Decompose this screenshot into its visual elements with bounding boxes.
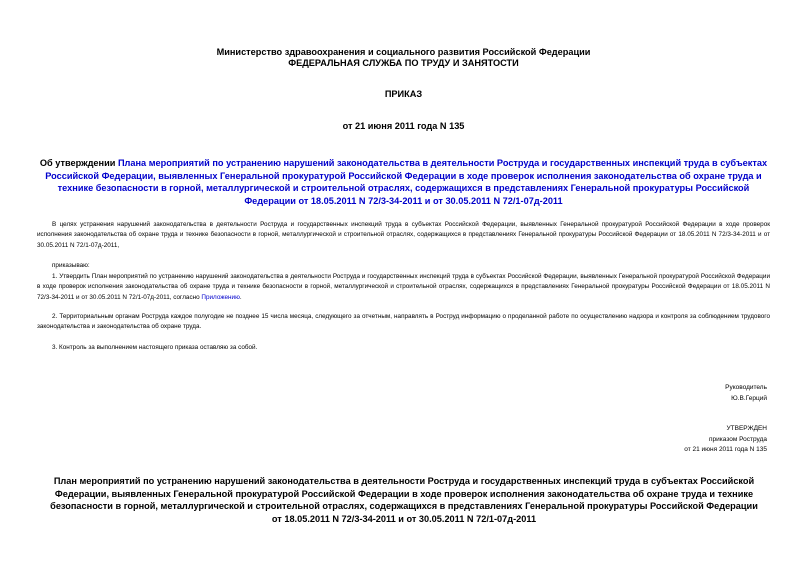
item-1-text: 1. Утвердить План мероприятий по устранению нарушений законодательства в деятельности Роструда и государственных инспекций труда в субъектах Российской Федерации, выявленных Генеральной прокуратурой Российской Федерации в ходе проверок исполнения законодательства об охране труда и технике безопасности в горной, металлургической и строительной отраслях, содержащихся в представлениях Генеральной прокуратуры Российской Федерации от 18.05.2011 N 72/3-34-2011 и от 30.05.2011 N 72/1-07д-2011, согласно <box>37 273 770 301</box>
signature-block <box>725 383 767 404</box>
order-subject <box>38 157 769 207</box>
approval-date: от 21 июня 2011 года N 135 <box>684 446 767 453</box>
subject-plan-link[interactable]: Плана мероприятий по устранению нарушений законодательства в деятельности Роструда и государственных инспекций труда в субъектах Российской Федерации, выявленных Генеральной прокуратурой Российской Федерации в ходе проверок исполнения законодательства об охране труда и технике безопасности в горной, металлургической и строительной отраслях, содержащихся в представлениях Генеральной прокуратуры Российской Федерации от 18.05.2011 N 72/3-34-2011 и от 30.05.2011 N 72/1-07д-2011 <box>45 158 768 206</box>
approval-word: УТВЕРЖДЕН <box>726 425 767 432</box>
item-3-paragraph: 3. Контроль за выполнением настоящего приказа оставляю за собой. <box>52 344 258 351</box>
order-date-number: от 21 июня 2011 года N 135 <box>342 121 465 131</box>
plan-title: План мероприятий по устранению нарушений законодательства в деятельности Роструда и государственных инспекций труда в субъектах Российской Федерации, выявленных Генеральной прокуратурой Российской Федерации в ходе проверок исполнения законодательства об охране труда и технике безопасности в горной, металлургической и строительной отраслях, содержащихся в представлениях Генеральной прокуратуры Российской Федерации от 18.05.2011 N 72/3-34-2011 и от 30.05.2011 N 72/1-07д-2011 <box>50 476 758 525</box>
order-type: ПРИКАЗ <box>384 89 423 99</box>
intro-paragraph: В целях устранения нарушений законодательства в деятельности Роструда и государственных инспекций труда в субъектах Российской Федерации, выявленных Генеральной прокуратурой Российской Федерации в ходе проверок исполнения законодательства об охране труда и технике безопасности в горной, металлургической и строительной отраслях, содержащихся в представлениях Генеральной прокуратуры Российской Федерации от 18.05.2011 N 72/3-34-2011 и от 30.05.2011 N 72/1-07д-2011, <box>37 221 770 249</box>
signature-position: Руководитель <box>725 384 767 391</box>
service-name: ФЕДЕРАЛЬНАЯ СЛУЖБА ПО ТРУДУ И ЗАНЯТОСТИ <box>288 58 519 68</box>
item-2-paragraph: 2. Территориальным органам Роструда каждое полугодие не позднее 15 числа месяца, следующего за отчетным, направлять в Роструд информацию о проделанной работе по осуществлению надзора и контроля за соблюдением трудового законодательства и законодательства об охране труда. <box>37 313 770 331</box>
ministry-name: Министерство здравоохранения и социального развития Российской Федерации <box>216 47 591 57</box>
approval-by: приказом Роструда <box>709 435 767 443</box>
item-1-end: . <box>239 293 242 301</box>
appendix-link[interactable]: Приложению <box>201 293 240 301</box>
item-1-paragraph <box>37 272 770 303</box>
order-word: приказываю: <box>52 262 90 269</box>
signature-name: Ю.В.Герций <box>731 394 767 402</box>
approval-block <box>684 424 767 456</box>
subject-prefix: Об утверждении <box>39 158 116 168</box>
